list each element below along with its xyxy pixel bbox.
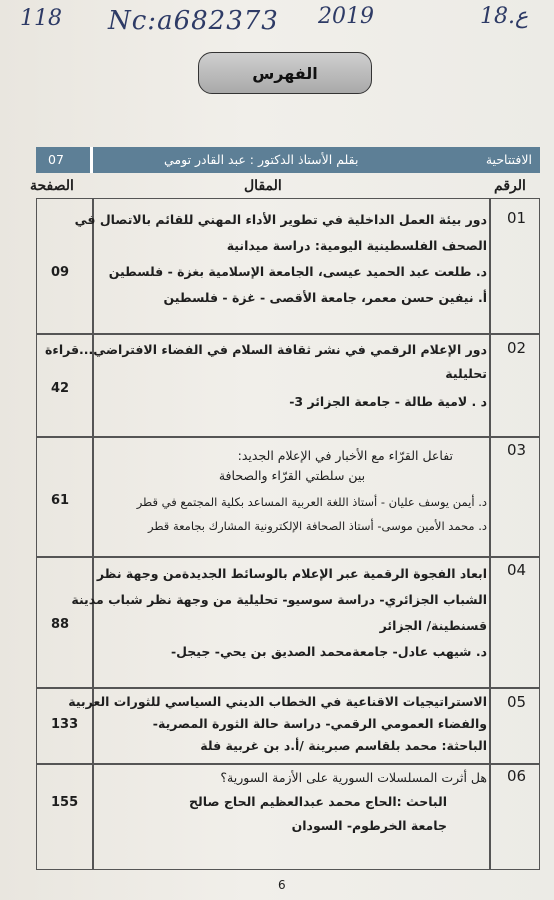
- entry-author-line: د. شيهب عادل- جامعةمحمد الصديق بن يحي- جيجل-: [170, 644, 487, 659]
- entry-number: 01: [507, 209, 527, 227]
- entry-page: 88: [51, 617, 70, 632]
- intro-separator: [90, 147, 93, 173]
- entry-page: 133: [51, 717, 79, 732]
- entry-title-line: دور بيئة العمل الداخلية في تطوير الأداء المهني للقائم بالاتصال في: [74, 212, 487, 227]
- column-divider: [489, 199, 491, 869]
- entry-title-line: الاستراتيجيات الاقناعية في الخطاب الديني السياسي للثورات العربية: [68, 694, 487, 709]
- entry-title-line: تحليلية: [445, 366, 487, 381]
- entry-title-line: الصحف الفلسطينية اليومية: دراسة ميدانية: [226, 238, 487, 253]
- entry-author-line: جامعة الخرطوم- السودان: [291, 818, 447, 833]
- entry-number: 04: [507, 561, 527, 579]
- entry-number: 02: [507, 339, 527, 357]
- entry-page: 61: [51, 493, 70, 508]
- entry-author-line: د . لامية طالة - جامعة الجزائر 3-: [289, 394, 487, 409]
- entry-number: 05: [507, 693, 527, 711]
- entry-page: 42: [51, 381, 70, 396]
- entry-page: 155: [51, 795, 79, 810]
- header-number: الرقم: [494, 178, 526, 194]
- entry-title-line: قسنطينة/ الجزائر: [379, 618, 487, 633]
- entry-author-line: د. طلعت عبد الحميد عيسى، الجامعة الإسلامية بغزة - فلسطين: [108, 264, 487, 279]
- entry-title-line: بين سلطتي القرّاء والصحافة: [218, 468, 366, 483]
- entry-page: 09: [51, 265, 70, 280]
- entry-title-line: هل أثرت المسلسلات السورية على الأزمة السورية؟: [220, 770, 487, 785]
- intro-label: الافتتاحية: [485, 152, 532, 167]
- intro-page: 07: [48, 152, 64, 167]
- entry-author-line: أ. نيفين حسن معمر، جامعة الأقصى - غزة - فلسطين: [163, 290, 487, 305]
- entry-author-line: الباحث :الحاج محمد عبدالعظيم الحاج صالح: [189, 794, 447, 809]
- entry-number: 03: [507, 441, 527, 459]
- entry-author-line: د. محمد الأمين موسى- أستاذ الصحافة الإلكترونية المشارك بجامعة قطر: [148, 519, 487, 533]
- toc-table: [36, 198, 540, 870]
- row-divider: [37, 763, 539, 765]
- entry-title-line: الشباب الجزائري- دراسة سوسيو- تحليلية من وجهة نظر شباب مدينة: [71, 592, 487, 607]
- page-number: 6: [278, 878, 286, 892]
- row-divider: [37, 333, 539, 335]
- intro-bar: [36, 147, 540, 173]
- header-page: الصفحة: [30, 178, 74, 194]
- entry-title-line: دور الإعلام الرقمي في نشر ثقافة السلام في الفضاء الافتراضي...قراءة: [45, 342, 487, 357]
- entry-title-line: تفاعل القرّاء مع الأخبار في الإعلام الجديد:: [237, 448, 453, 463]
- handwritten-year: 2019: [318, 4, 374, 29]
- entry-number: 06: [507, 767, 527, 785]
- handwritten-code: Nc:a682373: [108, 6, 279, 36]
- entry-author-line: د. أيمن يوسف عليان - أستاذ اللغة العربية المساعد بكلية المجتمع في قطر: [136, 495, 487, 509]
- handwritten-issue: 18.ع: [480, 4, 529, 29]
- entry-title-line: ابعاد الفجوة الرقمية عبر الإعلام بالوسائط الجديدةمن وجهة نظر: [96, 566, 487, 581]
- intro-author: بقلم الأستاذ الدكتور : عبد القادر تومي: [164, 152, 359, 167]
- entry-title-line: والفضاء العمومي الرقمي- دراسة حالة الثورة المصرية-: [152, 716, 487, 731]
- row-divider: [37, 556, 539, 558]
- page-title: الفهرس: [198, 52, 372, 94]
- row-divider: [37, 687, 539, 689]
- entry-author-line: الباحثة: محمد بلقاسم صبرينة /أ.د بن غربية فلة: [200, 738, 487, 753]
- handwritten-number: 118: [20, 6, 62, 31]
- row-divider: [37, 436, 539, 438]
- column-divider: [92, 199, 94, 869]
- header-article: المقال: [244, 178, 282, 194]
